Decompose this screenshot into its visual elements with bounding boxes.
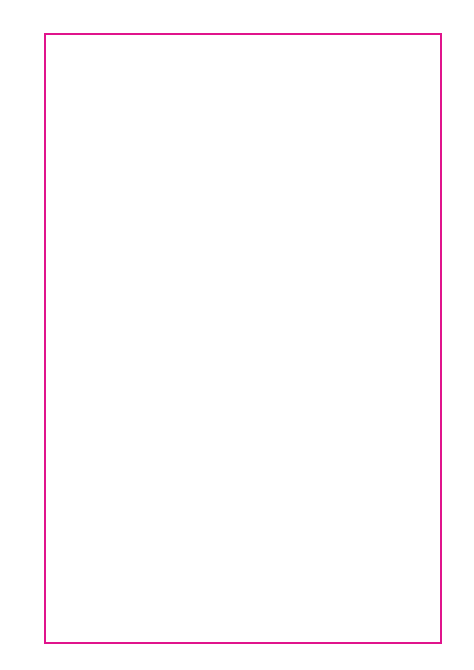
grammar-table xyxy=(44,33,442,644)
